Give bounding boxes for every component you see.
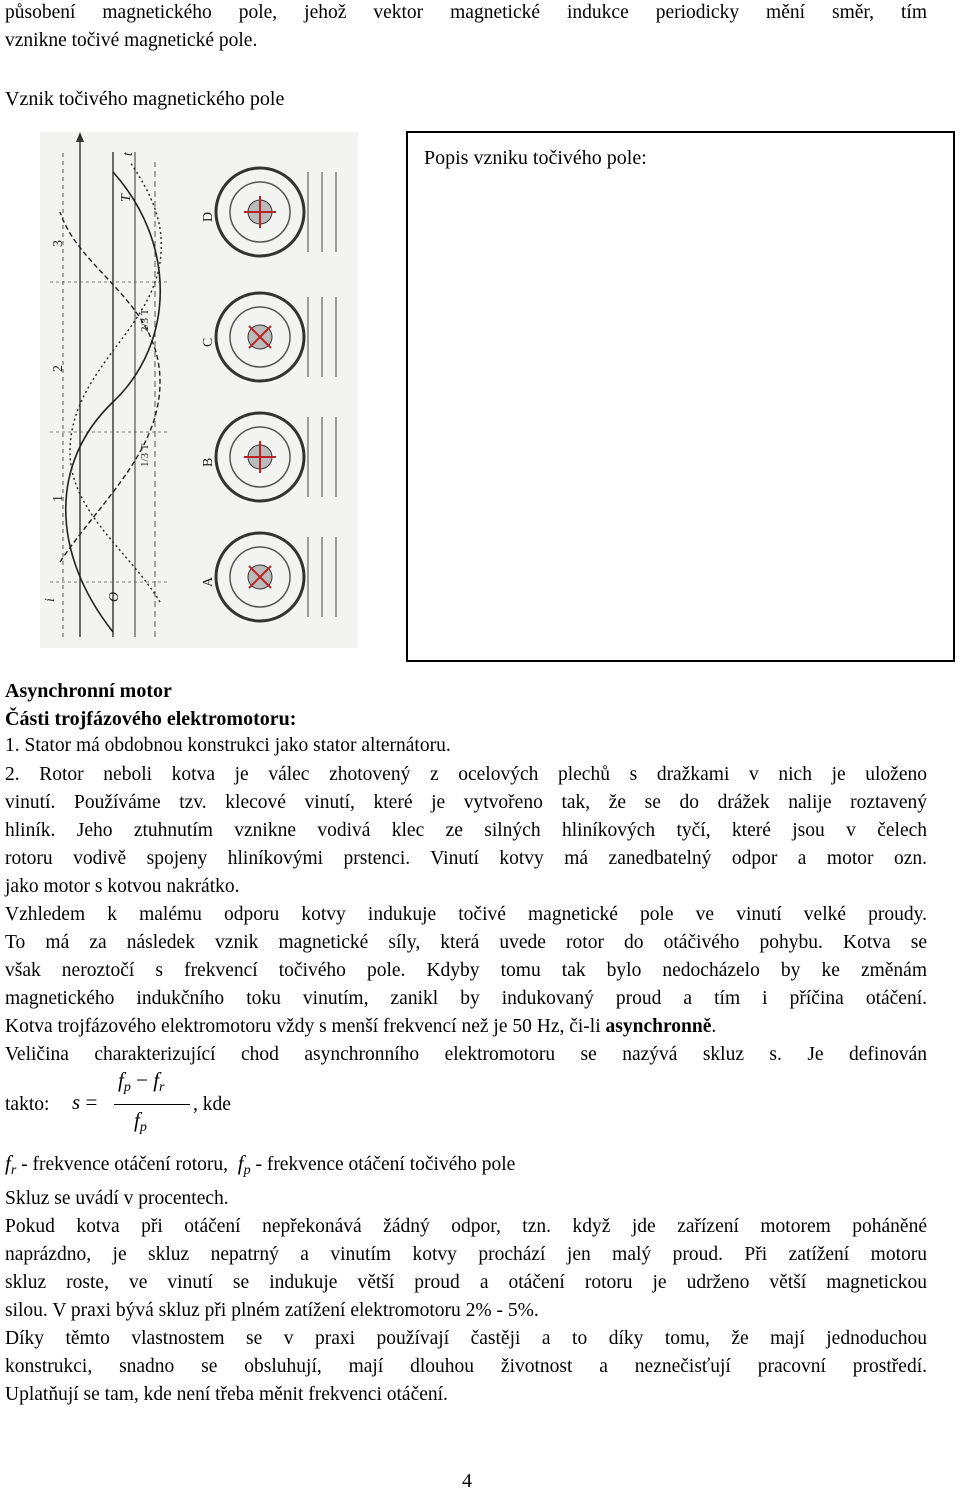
axis-label-t: t [121, 152, 136, 156]
intro-line-2: vznikne točivé magnetické pole. [5, 30, 258, 51]
phase-curve-2 [60, 212, 160, 562]
paragraph-usage-3: Uplatňují se tam, kde není třeba měnit frekvenci otáčení. [5, 1384, 448, 1405]
paragraph-rotor-2: vinutí. Používáme tzv. klecové vinutí, které je vytvořeno tak, že se do drážek nalije roztavený [5, 792, 927, 813]
formula-suffix: , kde [193, 1094, 231, 1115]
paragraph-percent: Skluz se uvádí v procentech. [5, 1188, 229, 1209]
paragraph-induction-4: magnetického indukčního toku vinutím, zanikl by indukovaný proud a tím i příčina otáčení. [5, 988, 927, 1009]
paragraph-rotor-5: jako motor s kotvou nakrátko. [5, 876, 240, 897]
formula-prefix: takto: [5, 1094, 50, 1115]
motor-diagram-b [216, 413, 336, 501]
paragraph-induction-2: To má za následek vznik magnetické síly, která uvede rotor do otáčivého pohybu. Kotva se [5, 932, 927, 953]
fraction-bar [114, 1104, 190, 1105]
description-box-title: Popis vzniku točivého pole: [424, 147, 647, 169]
time-mark-2: 2/3 T [139, 308, 151, 332]
motor-diagram-c [216, 293, 336, 381]
rotating-field-figure [40, 132, 358, 648]
motor-label-b: B [201, 457, 216, 467]
paragraph-induction-5 [5, 1014, 716, 1040]
period-label: T [119, 194, 134, 202]
paragraph-stator: 1. Stator má obdobnou konstrukci jako stator alternátoru. [5, 735, 451, 756]
motor-label-c: C [201, 337, 216, 347]
parts-heading: Části trojfázového elektromotoru: [5, 708, 297, 730]
formula-numerator: fp − fr [118, 1068, 165, 1095]
paragraph-rotor-4: rotoru vodivě spojeny hliníkovými prstenci. Vinutí kotvy má zanedbatelný odpor a motor ozn. [5, 848, 927, 869]
motor-label-d: D [201, 211, 216, 222]
paragraph-load-2: naprázdno, je skluz nepatrný a vinutím kotvy prochází jen malý proud. Při zatížení motoru [5, 1244, 927, 1265]
async-text-bold: asynchronně [605, 1016, 712, 1037]
i-axis-arrow [76, 132, 84, 142]
paragraph-induction-3: však neroztočí s frekvencí točivého pole. Kdyby tomu tak bylo nedocházelo by ke změnám [5, 960, 927, 981]
motor-heading: Asynchronní motor [5, 680, 172, 702]
phase-label-1: 1 [51, 495, 66, 502]
paragraph-rotor-3: hliník. Jeho ztuhnutím vznikne vodivá klec ze silných hliníkových tyčí, které jsou v čelech [5, 820, 927, 841]
paragraph-usage-2: konstrukci, snadno se obsluhují, mají dlouhou životnost a neznečisťují pracovní prostředí. [5, 1356, 927, 1377]
section-title: Vznik točivého magnetického pole [5, 88, 285, 110]
async-text-post: . [711, 1016, 717, 1037]
motor-label-a: A [201, 576, 216, 587]
paragraph-slip-definition: Veličina charakterizující chod asynchronního elektromotoru se nazývá skluz s. Je definován [5, 1044, 927, 1065]
intro-line-1: působení magnetického pole, jehož vektor magnetické indukce periodicky mění směr, tím [5, 2, 927, 23]
motor-diagram-a [216, 533, 336, 621]
phase-label-2: 2 [51, 365, 66, 372]
paragraph-induction-1: Vzhledem k malému odporu kotvy indukuje točivé magnetické pole ve vinutí velké proudy. [5, 904, 927, 925]
paragraph-usage-1: Díky těmto vlastnostem se v praxi používají častěji a to díky tomu, že mají jednoduchou [5, 1328, 927, 1349]
paragraph-load-1: Pokud kotva při otáčení nepřekonává žádný odpor, tzn. když jde zařízení motorem poháněné [5, 1216, 927, 1237]
phase-label-3: 3 [51, 240, 66, 247]
description-box [406, 131, 955, 662]
axis-label-i: i [43, 598, 58, 602]
time-mark-1: 1/3 T [139, 443, 151, 467]
formula-s: s = [72, 1090, 98, 1114]
rotating-field-diagram [40, 132, 358, 648]
origin-label: O [107, 591, 122, 602]
paragraph-load-4: silou. V praxi bývá skluz při plném zatížení elektromotoru 2% - 5%. [5, 1300, 539, 1321]
paragraph-rotor-1: 2. Rotor neboli kotva je válec zhotovený z ocelových plechů s dražkami v nich je uloženo [5, 764, 927, 785]
motor-diagram-d [216, 168, 336, 256]
formula-denominator: fp [134, 1108, 147, 1135]
frequency-legend: $f_r$ - frekvence otáčení rotoru, $f_p$ - frekvence otáčení točivého pole [5, 1151, 516, 1178]
paragraph-load-3: skluz roste, ve vinutí se indukuje větší proud a otáčení rotoru je udrženo větší magnetickou [5, 1272, 927, 1293]
page-number: 4 [462, 1470, 472, 1492]
async-text-pre: Kotva trojfázového elektromotoru vždy s menší frekvencí než je 50 Hz, či-li [5, 1016, 606, 1037]
